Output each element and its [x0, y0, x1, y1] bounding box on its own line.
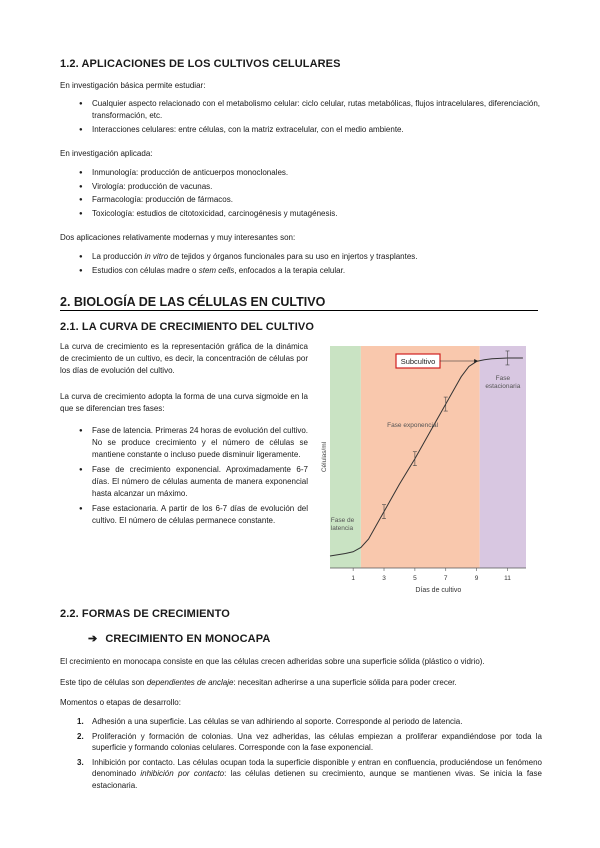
modern-applications-intro: Dos aplicaciones relativamente modernas y muy interesantes son:	[60, 233, 296, 242]
x-tick-label: 7	[443, 575, 448, 582]
emphasis: stem cells	[198, 265, 235, 275]
x-tick-label: 11	[504, 575, 511, 582]
monolayer-definition: El crecimiento en monocapa consiste en que las células crecen adheridas sobre una superficie sólida (plástico o vidrio).	[60, 657, 485, 666]
text: Estudios con células madre o	[92, 265, 199, 275]
text: Proliferación y formación de colonias. Una vez adheridas, las células empiezan a proliferar expandiéndose por toda la superficie y formando colonias celulares. Corresponde con la fase exponencial.	[92, 731, 542, 752]
arrow-icon: ➔	[88, 633, 98, 645]
phase-label-line: latencia	[330, 525, 354, 532]
section-title-2-1: 2.1. LA CURVA DE CRECIMIENTO DEL CULTIVO	[60, 321, 314, 333]
chart-axes	[330, 568, 526, 571]
section-title-2: 2. BIOLOGÍA DE LAS CÉLULAS EN CULTIVO	[60, 295, 326, 309]
annotation-label: Subcultivo	[400, 357, 436, 366]
text: Este tipo de células son	[60, 678, 147, 687]
stages-list	[60, 716, 542, 794]
list-item: ● Inmunología: producción de anticuerpos monoclonales.	[60, 167, 540, 179]
section-title-1-2: 1.2. APLICACIONES DE LOS CULTIVOS CELULARES	[60, 58, 341, 70]
subsection-monolayer	[88, 632, 270, 645]
text: Adhesión a una superficie. Las células se van adhiriendo al soporte. Corresponde al periodo de latencia.	[92, 717, 463, 726]
text: , enfocados a la terapia celular.	[234, 265, 346, 275]
list-item: ● Fase estacionaria. A partir de los 6-7 días de evolución del cultivo. El número de células permanece constante.	[60, 503, 308, 527]
x-tick-label: 5	[413, 575, 417, 582]
phase-label	[331, 517, 355, 532]
list-item: ● Virología: producción de vacunas.	[60, 181, 540, 193]
subsection-title: CRECIMIENTO EN MONOCAPA	[105, 633, 271, 645]
basic-research-list	[60, 98, 540, 137]
growth-curve-chart	[310, 336, 536, 598]
list-item	[60, 757, 542, 792]
growth-curve-definition: La curva de crecimiento es la representación gráfica de la dinámica de crecimiento de un cultivo, es decir, la concentración de células por los días de evolución del cultivo.	[60, 342, 308, 375]
section-title-2-2: 2.2. FORMAS DE CRECIMIENTO	[60, 608, 230, 620]
list-item	[60, 716, 542, 728]
phase-label	[387, 422, 439, 429]
phase-label-line: estacionaria	[485, 383, 521, 390]
x-tick-label: 9	[474, 575, 479, 582]
phases-list	[60, 425, 308, 529]
phase-label-line: Fase de	[330, 517, 355, 524]
phase-band	[361, 346, 480, 568]
stages-intro: Momentos o etapas de desarrollo:	[60, 698, 181, 707]
phase-band	[330, 346, 361, 568]
growth-curve-shape: La curva de crecimiento adopta la forma de una curva sigmoide en la que se diferencian tres fases:	[60, 392, 308, 413]
phase-label-line: Fase exponencial	[387, 422, 439, 429]
item-number: 3.	[77, 757, 84, 767]
list-item: ● Fase de latencia. Primeras 24 horas de evolución del cultivo. No se produce crecimiento y el número de células se mantiene constante o incluso puede disminuir ligeramente.	[60, 425, 308, 461]
item-number: 2.	[77, 731, 84, 741]
text: Inhibición por contacto. Las células ocupan toda la superficie disponible y entran en confluencia, produciéndose un fenómeno denominado	[92, 757, 542, 778]
list-item: ● Cualquier aspecto relacionado con el metabolismo celular: ciclo celular, rutas metabólicas, flujos intracelulares, diferenciación, transformación, etc.	[60, 98, 540, 122]
list-item: ● Toxicología: estudios de citotoxicidad, carcinogénesis y mutagénesis.	[60, 208, 540, 220]
list-item	[60, 251, 540, 263]
list-item	[60, 265, 540, 277]
x-tick-labels	[351, 575, 511, 582]
anchorage-dependence	[60, 677, 542, 689]
y-axis-label: Células/ml	[321, 441, 328, 473]
applied-research-list	[60, 167, 540, 221]
text: La producción	[92, 252, 145, 261]
text: : necesitan adherirse a una superficie sólida para poder crecer.	[233, 678, 457, 687]
text: de tejidos y órganos funcionales para su uso en injertos y trasplantes.	[168, 252, 418, 261]
text: : las células detienen su crecimiento, aunque se mantienen vivas. Se inicia la fase estacionaria.	[92, 769, 542, 790]
list-item: ● Farmacología: producción de fármacos.	[60, 194, 540, 206]
x-axis-label: Días de cultivo	[415, 587, 462, 594]
emphasis: dependientes de anclaje	[146, 678, 234, 687]
section-underline	[60, 310, 538, 311]
modern-applications-list	[60, 251, 540, 278]
x-tick-label: 1	[351, 575, 355, 582]
list-item: ● Interacciones celulares: entre células, con la matriz extracelular, con el medio ambiente.	[60, 124, 540, 136]
list-item: ● Fase de crecimiento exponencial. Aproximadamente 6-7 días. El número de células aumenta de manera exponencial hasta alcanzar un máximo.	[60, 464, 308, 500]
x-tick-label: 3	[382, 575, 386, 582]
list-item	[60, 731, 542, 754]
phase-label-line: Fase	[495, 375, 511, 382]
item-number: 1.	[77, 717, 84, 726]
applied-research-intro: En investigación aplicada:	[60, 149, 153, 158]
basic-research-intro: En investigación básica permite estudiar:	[60, 81, 206, 90]
emphasis: in vitro	[144, 252, 169, 261]
emphasis: inhibición por contacto	[140, 769, 225, 778]
